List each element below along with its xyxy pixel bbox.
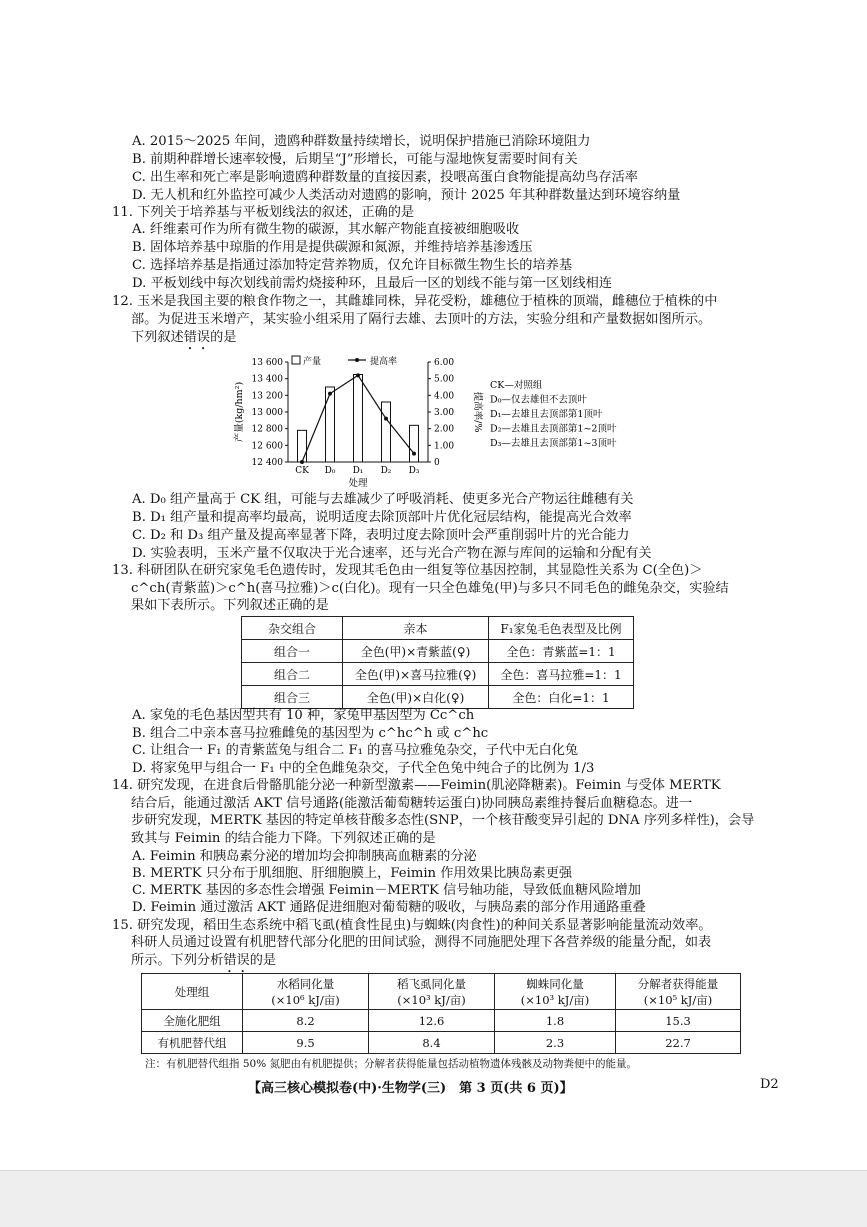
y-tick-label: 12 400 [251,458,283,468]
q12-option-b: B. D₁ 组产量和提高率均最高，说明适度去除顶部叶片优化冠层结构，能提高光合效率 [132,510,632,525]
table-row [142,1032,741,1054]
y2-tick-label: 2.00 [434,424,455,435]
x-tick-label: D₀ [324,466,336,476]
q11-option-c: C. 选择培养基是指通过添加特定营养物质，仅允许目标微生物生长的培养基 [132,258,573,273]
rate-point-3 [384,417,388,421]
q13-option-d: D. 将家兔甲与组合一 F₁ 中的全色雌兔杂交，子代全色兔中纯合子的比例为 1/3 [132,761,595,776]
table-cell: 22.7 [616,1032,741,1054]
table-cell: 全色(甲)×喜马拉雅(♀) [343,663,489,686]
q15-stem-line2: 科研人员通过设置有机肥替代部分化肥的田间试验，测得不同施肥处理下各营养级的能量分配，如表 [131,935,712,950]
table-cell: 组合一 [242,640,343,663]
q12-stem-line3: 下列叙述错误的是 [131,330,237,345]
y2-tick-label: 4.00 [434,391,455,402]
legend-bar-swatch [292,356,300,364]
y-tick-label: 12 800 [251,424,283,435]
bar-1 [326,387,335,462]
y2-tick-label: 3.00 [434,408,455,418]
table-cell: 8.2 [243,1010,369,1032]
q15-stem-line1: 15. 研究发现，稻田生态系统中稻飞虱(植食性昆虫)与蜘蛛(肉食性)的种间关系显著影响能量流动效率。 [112,918,712,933]
q13-stem-line3: 果如下表所示。下列叙述正确的是 [131,598,329,613]
q14-stem-line4: 致其与 Feimin 的结合能力下降。下列叙述正确的是 [131,831,436,846]
table-cell: 2.3 [495,1032,616,1054]
footer-code: D2 [760,1077,779,1092]
q15-stem-line3: 所示。下列分析错误的是 [131,953,277,968]
rate-point-1 [328,392,332,396]
table-cell: 全色：青紫蓝=1：1 [489,640,634,663]
y2-tick-label: 1.00 [434,441,455,452]
y2-tick-label: 5.00 [434,374,455,385]
side-note: D₁—去雄且去顶部第1顶叶 [490,409,603,420]
q13-option-b: B. 组合二中亲本喜马拉雅雌兔的基因型为 c^hc^h 或 c^hc [132,726,489,741]
bar-0 [298,430,307,462]
y-tick-label: 13 200 [251,391,283,402]
x-tick-label: D₂ [380,466,392,476]
x-tick-label: CK [295,466,309,476]
table-cell: 8.4 [369,1032,495,1054]
y-axis-label: 产量(kg/hm²) [234,381,245,443]
q15-table [141,973,741,1054]
q15-footnote: 注：有机肥替代组指 50% 氮肥由有机肥提供；分解者获得能量包括动植物遗体残骸及动物粪便中的能量。 [145,1058,638,1070]
legend-line-label: 提高率 [370,357,398,367]
q14-stem-line1: 14. 研究发现，在进食后骨骼肌能分泌一种新型激素——Feimin(肌泌降糖素)。Feimin 与受体 MERTK [112,778,721,793]
q10-option-d: D. 无人机和红外监控可减少人类活动对遗鸥的影响，预计 2025 年其种群数量达到环境容纳量 [132,188,681,203]
q12-option-d: D. 实验表明，玉米产量不仅取决于光合速率，还与光合产物在源与库间的运输和分配有关 [132,546,652,561]
table-cell: 组合二 [242,663,343,686]
table-cell: 全施化肥组 [142,1010,243,1032]
table-cell: 15.3 [616,1010,741,1032]
x-axis-label: 处理 [348,478,368,489]
legend-bar-label: 产量 [303,357,322,367]
side-note: D₂—去雄且去顶部第1~2顶叶 [490,423,617,435]
y-tick-label: 13 600 [251,358,283,368]
table-header: 处理组 [142,974,243,1010]
q14-option-a: A. Feimin 和胰岛素分泌的增加均会抑制胰高血糖素的分泌 [132,849,477,864]
rate-point-0 [300,460,304,464]
table-cell: 9.5 [243,1032,369,1054]
table-cell: 全色：喜马拉雅=1：1 [489,663,634,686]
q12-option-a: A. D₀ 组产量高于 CK 组，可能与去雄减少了呼吸消耗、使更多光合产物运往雌穗有关 [132,492,634,507]
table-cell: 组合三 [242,686,343,709]
footer-title: 【高三核心模拟卷(中)·生物学(三) 第 3 页(共 6 页)】 [248,1081,573,1096]
table-row [242,640,634,663]
rate-point-2 [356,373,360,377]
q13-option-c: C. 让组合一 F₁ 的青紫蓝兔与组合二 F₁ 的喜马拉雅兔杂交，子代中无白化兔 [132,743,579,758]
q14-option-d: D. Feimin 通过激活 AKT 通路促进细胞对葡萄糖的吸收，与胰岛素的部分作用通路重叠 [132,900,646,915]
y2-tick-label: 6.00 [434,358,455,368]
q12-stem-line2: 部。为促进玉米增产，某实验小组采用了隔行去雄、去顶叶的方法，实验分组和产量数据如图所示。 [131,312,712,327]
y2-axis-label: 提高率/% [472,391,483,433]
q11-option-d: D. 平板划线中每次划线前需灼烧接种环，且最后一区的划线不能与第一区划线相连 [132,276,613,291]
q10-option-b: B. 前期种群增长速率较慢，后期呈“J”形增长，可能与湿地恢复需要时间有关 [132,152,578,167]
table-row [242,663,634,686]
table-header: 水稻同化量 (×10⁶ kJ/亩) [243,974,369,1010]
side-note: CK—对照组 [490,380,543,391]
q11-option-b: B. 固体培养基中琼脂的作用是提供碳源和氮源，并维持培养基渗透压 [132,240,533,255]
x-tick-label: D₁ [352,466,364,476]
y-tick-label: 12 600 [251,441,283,452]
table-header: 稻飞虱同化量 (×10³ kJ/亩) [369,974,495,1010]
q13-stem-line2: c^ch(青紫蓝)＞c^h(喜马拉雅)＞c(白化)。现有一只全色雄兔(甲)与多只不同毛色的雌兔杂交，实验结 [131,581,729,596]
table-header: 杂交组合 [242,617,343,640]
q12-stem-line1: 12. 玉米是我国主要的粮食作物之一，其雌雄同株，异花受粉，雄穗位于植株的顶端，雌穗位于植株的中 [112,294,718,309]
table-cell: 全色：白化=1：1 [489,686,634,709]
q14-option-c: C. MERTK 基因的多态性会增强 Feimin－MERTK 信号轴功能，导致低血糖风险增加 [132,883,641,898]
q13-table [241,616,634,709]
table-header: 亲本 [343,617,489,640]
side-note: D₃—去雄且去顶部第1~3顶叶 [490,438,617,449]
table-cell: 1.8 [495,1010,616,1032]
q14-stem-line2: 结合后，能通过激活 AKT 信号通路(能激活葡萄糖转运蛋白)协同胰岛素维持餐后血糖稳态。进一 [131,796,693,811]
q10-option-a: A. 2015～2025 年间，遗鸥种群数量持续增长，说明保护措施已消除环境阻力 [132,134,591,149]
bar-3 [382,402,391,462]
table-header: F₁家兔毛色表型及比例 [489,617,634,640]
q11-stem: 11. 下列关于培养基与平板划线法的叙述，正确的是 [112,205,415,220]
table-cell: 全色(甲)×白化(♀) [343,686,489,709]
yield-chart [228,352,648,490]
q12-option-c: C. D₂ 和 D₃ 组产量及提高率显著下降，表明过度去除顶叶会严重削弱叶片的光合能力 [132,528,630,543]
q12-emphasis: 错误 [183,330,211,345]
table-row [142,1010,741,1032]
q10-option-c: C. 出生率和死亡率是影响遗鸥种群数量的直接因素，投喂高蛋白食物能提高幼鸟存活率 [132,170,638,185]
q13-stem-line1: 13. 科研团队在研究家兔毛色遗传时，发现其毛色由一组复等位基因控制，其显隐性关系为 C(全色)＞ [112,563,703,578]
table-cell: 12.6 [369,1010,495,1032]
table-row [242,686,634,709]
table-header: 蜘蛛同化量 (×10³ kJ/亩) [495,974,616,1010]
y-tick-label: 13 400 [251,374,283,385]
bar-4 [410,425,419,462]
table-header: 分解者获得能量 (×10⁵ kJ/亩) [616,974,741,1010]
bar-2 [354,375,363,463]
q13-option-a: A. 家兔的毛色基因型共有 10 种，家兔甲基因型为 Cc^ch [132,708,475,723]
legend-line-marker [355,358,359,362]
table-cell: 全色(甲)×青紫蓝(♀) [343,640,489,663]
table-cell: 有机肥替代组 [142,1032,243,1054]
q11-option-a: A. 纤维素可作为所有微生物的碳源，其水解产物能直接被细胞吸收 [132,222,520,237]
bottom-strip [0,1170,867,1227]
side-note: D₀—仅去雄但不去顶叶 [490,394,587,406]
y2-tick-label: 0 [434,458,440,468]
q14-stem-line3: 步研究发现，MERTK 基因的特定单核苷酸多态性(SNP，一个核苷酸变异引起的 DNA 序列多样性)，会导 [131,813,755,828]
x-tick-label: D₃ [408,466,420,476]
q14-option-b: B. MERTK 只分布于肌细胞、肝细胞膜上，Feimin 作用效果比胰岛素更强 [132,866,573,881]
q15-emphasis: 错误 [223,953,250,968]
rate-point-4 [412,452,416,456]
y-tick-label: 13 000 [251,408,283,418]
